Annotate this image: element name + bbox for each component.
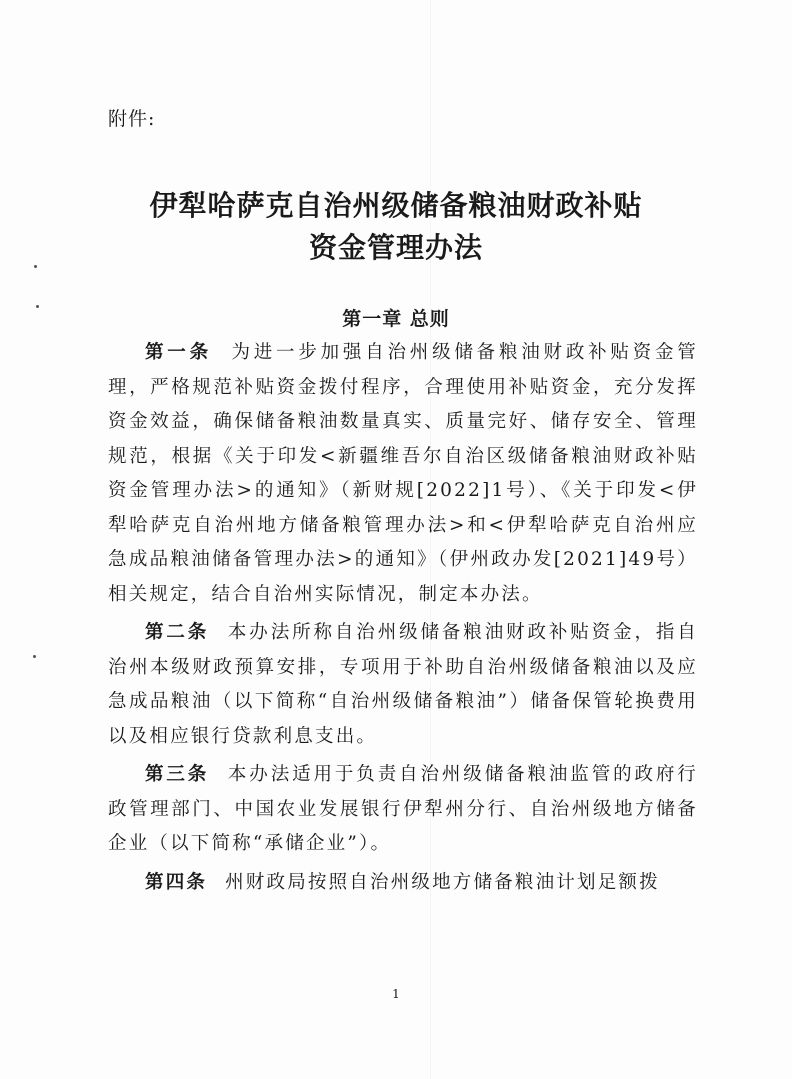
article-3-text: 本办法适用于负责自治州级储备粮油监管的政府行政管理部门、中国农业发展银行伊犁州分行、自治州级地方储备企业（以下简称“承储企业”）。: [108, 764, 698, 854]
article-2-text: 本办法所称自治州级储备粮油财政补贴资金，指自治州本级财政预算安排，专项用于补助自治州级储备粮油以及应急成品粮油（以下简称“自治州级储备粮油”）储备保管轮换费用以及相应银行贷款利息支出。: [108, 622, 698, 747]
document-title-line-2: 资金管理办法: [308, 231, 483, 264]
article-4-text: 州财政局按照自治州级地方储备粮油计划足额拨: [225, 871, 660, 893]
page-number: 1: [392, 987, 400, 1001]
article-2-label: 第二条: [145, 622, 210, 643]
article-1-label: 第一条: [145, 342, 212, 363]
chapter-heading: 第一章 总则: [342, 308, 450, 330]
scan-speck: [33, 655, 36, 658]
scan-speck: [34, 265, 37, 268]
document-body: [108, 336, 698, 904]
article-3-label: 第三条: [145, 764, 210, 785]
article-2: [108, 616, 698, 754]
scan-speck: [36, 305, 39, 308]
article-1-text: 为进一步加强自治州级储备粮油财政补贴资金管理，严格规范补贴资金拨付程序，合理使用补贴资金，充分发挥资金效益，确保储备粮油数量真实、质量完好、储存安全、管理规范，根据《关于印发<新疆维吾尔自治区级储备粮油财政补贴资金管理办法>的通知》（新财规[2022]1号）、《关于印发<伊犁哈萨克自治州地方储备粮管理办法>和<伊犁哈萨克自治州应急成品粮油储备管理办法>的通知》（伊州政办发[2021]49号）相关规定，结合自治州实际情况，制定本办法。: [108, 342, 698, 605]
attachment-label: 附件:: [108, 108, 156, 130]
document-title-line-1: 伊犁哈萨克自治州级储备粮油财政补贴: [149, 189, 643, 222]
article-3: [108, 758, 698, 862]
article-4-label: 第四条: [145, 871, 208, 893]
article-1: [108, 336, 698, 612]
article-4: [108, 866, 698, 901]
